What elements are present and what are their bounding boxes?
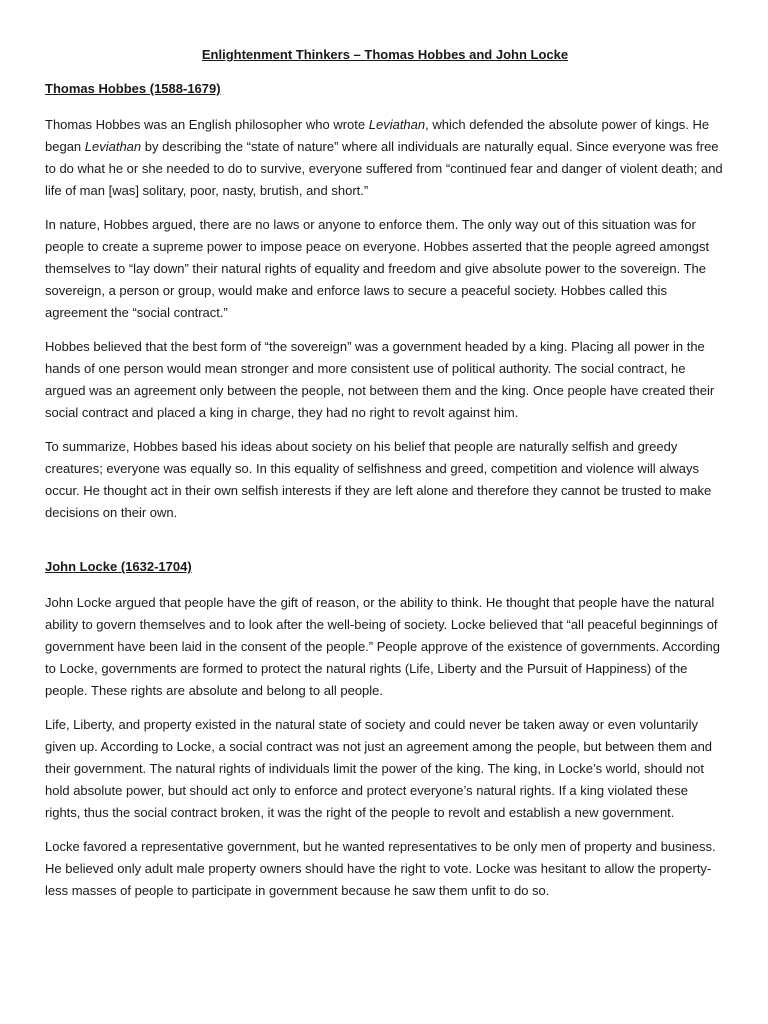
hobbes-paragraph-4: To summarize, Hobbes based his ideas about society on his belief that people are naturally selfish and greedy creatures; everyone was equally so. In this equality of selfishness and greed, competition and violence will always occur. He thought act in their own selfish interests if they are left alone and therefore they cannot be trusted to make decisions on their own. xyxy=(45,439,712,520)
section-heading-locke: John Locke (1632-1704) xyxy=(45,559,192,574)
locke-paragraph-1: John Locke argued that people have the gift of reason, or the ability to think. He thought that people have the natural ability to govern themselves and to look after the well-being of society. Locke believed that “all peaceful beginnings of government have been laid in the consent of the people.” People approve of the existence of governments. According to Locke, governments are formed to protect the natural rights (Life, Liberty and the Pursuit of Happiness) of the people. These rights are absolute and belong to all people. xyxy=(45,595,720,698)
hobbes-p1-book-title-2: Leviathan xyxy=(84,139,142,154)
hobbes-p1-book-title-1: Leviathan xyxy=(368,117,426,132)
hobbes-p1-text-c: , which defended the absolute power of kings. He began xyxy=(45,117,710,154)
document-title: Enlightenment Thinkers – Thomas Hobbes and John Locke xyxy=(201,47,569,62)
hobbes-p1-text-e: by describing the “state of nature” where all individuals are naturally equal. Since everyone was free to do what he or she needed to do to survive, everyone suffered from “continued fear and danger of violent death; and life of man [was] solitary, poor, nasty, brutish, and short.” xyxy=(45,139,723,198)
hobbes-p1-text-a: Thomas Hobbes was an English philosopher who wrote xyxy=(45,117,369,132)
hobbes-paragraph-2: In nature, Hobbes argued, there are no laws or anyone to enforce them. The only way out of this situation was for people to create a supreme power to impose peace on everyone. Hobbes asserted that the people agreed amongst themselves to “lay down” their natural rights of equality and freedom and give absolute power to the sovereign. The sovereign, a person or group, would make and enforce laws to secure a peaceful society. Hobbes called this agreement the “social contract.” xyxy=(45,217,710,320)
document-page xyxy=(45,46,725,914)
hobbes-paragraph-3: Hobbes believed that the best form of “the sovereign” was a government headed by a king. Placing all power in the hands of one person would mean stronger and more consistent use of political authority. The social contract, he argued was an agreement only between the people, not between them and the king. Once people have created their social contract and placed a king in charge, they had no right to revolt against him. xyxy=(45,339,715,420)
hobbes-paragraph-1 xyxy=(45,114,725,202)
section-heading-hobbes: Thomas Hobbes (1588-1679) xyxy=(45,81,221,96)
locke-paragraph-3: Locke favored a representative government, but he wanted representatives to be only men of property and business. He believed only adult male property owners should have the right to vote. Locke was hesitant to allow the property-less masses of people to participate in government because he saw them unfit to do so. xyxy=(45,839,716,898)
section-spacer xyxy=(45,536,725,558)
locke-paragraph-2: Life, Liberty, and property existed in the natural state of society and could never be taken away or even voluntarily given up. According to Locke, a social contract was not just an agreement among the people, but between them and their government. The natural rights of individuals limit the power of the king. The king, in Locke’s world, should not hold absolute power, but should act only to enforce and protect everyone’s natural rights. If a king violated these rights, thus the social contract broken, it was the right of the people to revolt and establish a new government. xyxy=(45,717,713,820)
